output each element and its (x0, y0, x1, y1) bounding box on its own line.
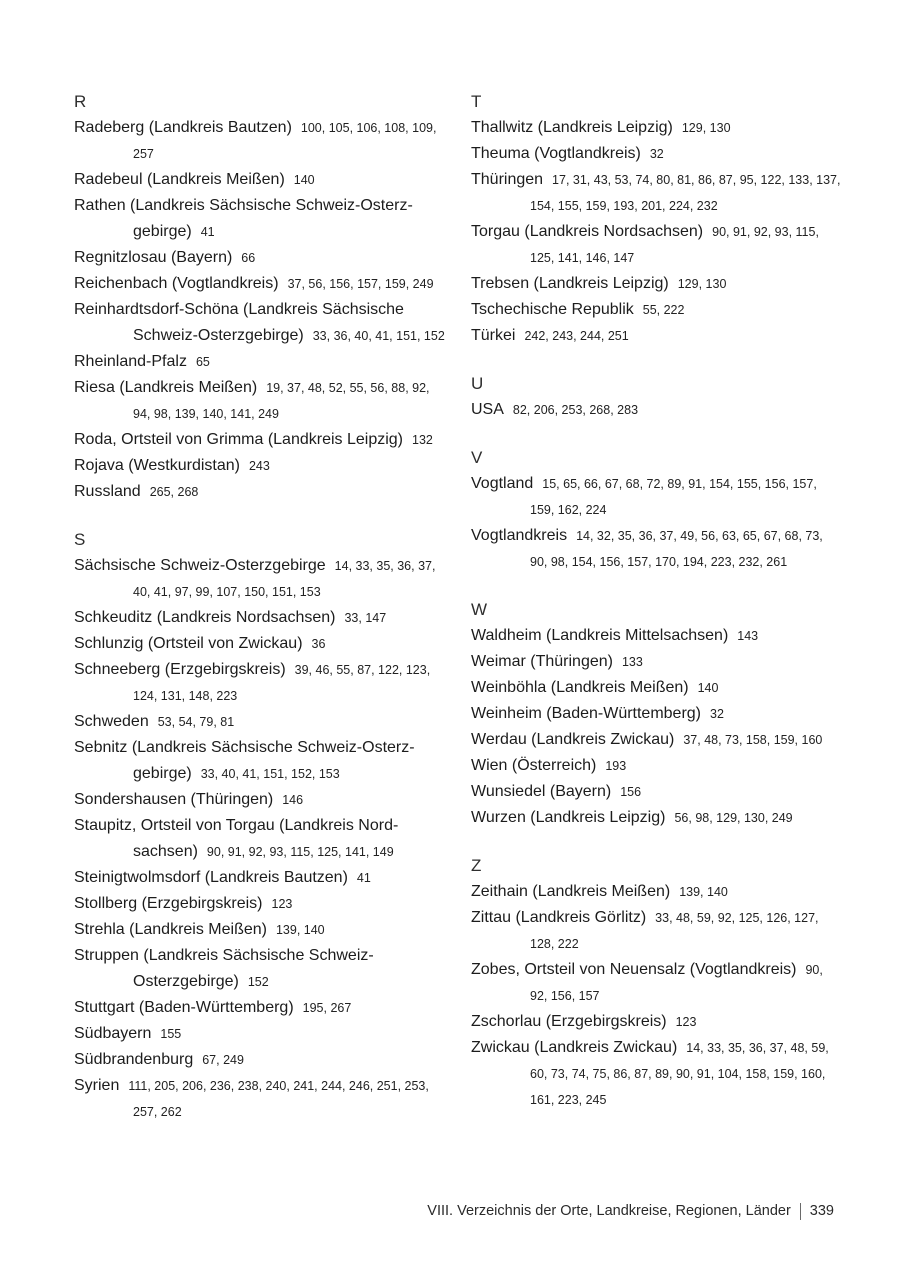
entry-term: Strehla (Landkreis Meißen) (74, 921, 267, 938)
entry-pages: 195, 267 (302, 1001, 352, 1015)
entry-pages: 37, 48, 73, 158, 159, 160 (683, 733, 823, 747)
entry-pages: 140 (293, 173, 315, 187)
index-entry (74, 115, 445, 167)
entry-pages: 55, 222 (642, 303, 685, 317)
index-entry (471, 879, 842, 905)
index-entry (471, 271, 842, 297)
index-entry (74, 349, 445, 375)
entry-term: Zeithain (Landkreis Meißen) (471, 883, 671, 900)
entry-pages: 32 (649, 147, 664, 161)
index-section-U (471, 370, 842, 423)
index-entry (471, 675, 842, 701)
section-letter: Z (471, 856, 482, 875)
section-letter: S (74, 530, 86, 549)
index-entry (471, 905, 842, 957)
entry-pages: 242, 243, 244, 251 (524, 329, 629, 343)
entry-pages: 32 (710, 707, 724, 721)
entry-pages: 37, 56, 156, 157, 159, 249 (287, 277, 434, 291)
entry-pages: 193 (605, 759, 627, 773)
entry-term: Zobes, Ortsteil von Neuensalz (Vogtlandkreis) (471, 961, 797, 978)
index-entry (471, 779, 842, 805)
entry-pages: 41 (200, 225, 215, 239)
entry-pages: 129, 130 (677, 277, 727, 291)
index-entry (471, 623, 842, 649)
index-section-W (471, 596, 842, 831)
index-entry (74, 479, 445, 505)
index-entry (471, 297, 842, 323)
entry-pages: 41 (356, 871, 371, 885)
entry-pages: 100, 105, 106, 108, 109, 257 (133, 121, 437, 161)
entry-term: Sondershausen (Thüringen) (74, 791, 274, 808)
entry-term: Zwickau (Landkreis Zwickau) (471, 1039, 678, 1056)
section-letter: U (471, 374, 484, 393)
section-letter: V (471, 448, 483, 467)
entry-term: Weimar (Thüringen) (471, 653, 613, 670)
entry-term: Sächsische Schweiz-Osterzgebirge (74, 557, 326, 574)
footer-page-number: 339 (809, 1203, 834, 1219)
index-entry (471, 805, 842, 831)
entry-pages: 155 (160, 1027, 182, 1041)
entry-term: Steinigtwolmsdorf (Landkreis Bautzen) (74, 869, 348, 886)
index-entry (471, 1009, 842, 1035)
entry-term: Sebnitz (Landkreis Sächsische Schweiz-Osterzgebirge) (74, 739, 415, 782)
entry-pages: 33, 48, 59, 92, 125, 126, 127, 128, 222 (530, 911, 819, 951)
index-entry (74, 193, 445, 245)
index-entry (471, 523, 842, 575)
entry-pages: 19, 37, 48, 52, 55, 56, 88, 92, 94, 98, 139, 140, 141, 249 (133, 381, 430, 421)
entry-term: Wurzen (Landkreis Leipzig) (471, 809, 666, 826)
entry-term: Wunsiedel (Bayern) (471, 783, 612, 800)
entry-pages: 140 (697, 681, 719, 695)
entry-pages: 17, 31, 43, 53, 74, 80, 81, 86, 87, 95, 122, 133, 137, 154, 155, 159, 193, 201, 224, 232 (530, 173, 841, 213)
entry-pages: 139, 140 (679, 885, 728, 899)
entry-pages: 133 (621, 655, 643, 669)
index-entry (74, 1073, 445, 1125)
entry-pages: 14, 33, 35, 36, 37, 48, 59, 60, 73, 74, 75, 86, 87, 89, 90, 91, 104, 158, 159, 160, 161, 223, 245 (530, 1041, 829, 1107)
entry-pages: 90, 91, 92, 93, 115, 125, 141, 149 (206, 845, 394, 859)
entry-pages: 66 (241, 251, 256, 265)
index-entry (471, 219, 842, 271)
entry-term: Roda, Ortsteil von Grimma (Landkreis Leipzig) (74, 431, 404, 448)
entry-term: Vogtlandkreis (471, 527, 568, 544)
entry-term: Südbayern (74, 1025, 152, 1042)
index-entry (74, 271, 445, 297)
entry-pages: 56, 98, 129, 130, 249 (674, 811, 793, 825)
entry-term: Theuma (Vogtlandkreis) (471, 145, 641, 162)
entry-term: Schweden (74, 713, 149, 730)
entry-pages: 123 (271, 897, 293, 911)
index-entry (74, 891, 445, 917)
entry-pages: 139, 140 (275, 923, 325, 937)
entry-pages: 82, 206, 253, 268, 283 (512, 403, 639, 417)
entry-term: Schneeberg (Erzgebirgskreis) (74, 661, 286, 678)
index-columns (74, 88, 842, 1146)
entry-term: Thallwitz (Landkreis Leipzig) (471, 119, 673, 136)
index-entry (74, 657, 445, 709)
footer-divider (800, 1203, 801, 1220)
entry-pages: 143 (737, 629, 759, 643)
entry-term: Thüringen (471, 171, 544, 188)
entry-pages: 36 (311, 637, 326, 651)
index-entry (74, 943, 445, 995)
entry-term: Reichenbach (Vogtlandkreis) (74, 275, 279, 292)
index-entry (471, 701, 842, 727)
entry-pages: 14, 33, 35, 36, 37, 40, 41, 97, 99, 107, 150, 151, 153 (133, 559, 436, 599)
index-entry (74, 1021, 445, 1047)
section-letter: W (471, 600, 488, 619)
entry-term: Wien (Österreich) (471, 757, 597, 774)
index-section-Z (471, 852, 842, 1113)
entry-term: Zschorlau (Erzgebirgskreis) (471, 1013, 667, 1030)
section-letter: R (74, 92, 87, 111)
entry-term: Vogtland (471, 475, 534, 492)
index-entry (74, 297, 445, 349)
entry-term: Radebeul (Landkreis Meißen) (74, 171, 285, 188)
entry-term: Reinhardtsdorf-Schöna (Landkreis Sächsische Schweiz-Osterzgebirge) (74, 301, 404, 344)
index-entry (471, 753, 842, 779)
index-section-V (471, 444, 842, 575)
index-entry (471, 167, 842, 219)
entry-pages: 90, 91, 92, 93, 115, 125, 141, 146, 147 (530, 225, 819, 265)
index-section-R (74, 88, 445, 505)
index-entry (471, 1035, 842, 1113)
entry-term: Struppen (Landkreis Sächsische Schweiz-Osterzgebirge) (74, 947, 374, 990)
entry-term: Weinböhla (Landkreis Meißen) (471, 679, 689, 696)
entry-term: Rathen (Landkreis Sächsische Schweiz-Osterzgebirge) (74, 197, 413, 240)
index-entry (74, 865, 445, 891)
entry-term: Rojava (Westkurdistan) (74, 457, 240, 474)
entry-pages: 39, 46, 55, 87, 122, 123, 124, 131, 148, 223 (133, 663, 431, 703)
entry-term: Torgau (Landkreis Nordsachsen) (471, 223, 704, 240)
index-entry (74, 813, 445, 865)
index-entry (74, 995, 445, 1021)
index-entry (74, 553, 445, 605)
entry-term: Regnitzlosau (Bayern) (74, 249, 233, 266)
entry-term: Schlunzig (Ortsteil von Zwickau) (74, 635, 303, 652)
column-left (74, 88, 445, 1146)
entry-term: Weinheim (Baden-Württemberg) (471, 705, 702, 722)
entry-pages: 156 (620, 785, 642, 799)
index-section-T (471, 88, 842, 349)
entry-term: Trebsen (Landkreis Leipzig) (471, 275, 669, 292)
entry-pages: 67, 249 (202, 1053, 244, 1067)
entry-term: Russland (74, 483, 141, 500)
page-footer (427, 1200, 834, 1222)
index-entry (74, 735, 445, 787)
index-entry (471, 141, 842, 167)
entry-pages: 123 (675, 1015, 697, 1029)
index-entry (74, 375, 445, 427)
index-entry (471, 727, 842, 753)
footer-label: VIII. Verzeichnis der Orte, Landkreise, Regionen, Länder (427, 1203, 791, 1219)
entry-term: Schkeuditz (Landkreis Nordsachsen) (74, 609, 336, 626)
entry-term: Radeberg (Landkreis Bautzen) (74, 119, 292, 136)
entry-pages: 152 (247, 975, 269, 989)
entry-pages: 146 (282, 793, 304, 807)
index-entry (74, 917, 445, 943)
index-entry (471, 115, 842, 141)
entry-term: Zittau (Landkreis Görlitz) (471, 909, 647, 926)
index-entry (74, 245, 445, 271)
entry-term: Werdau (Landkreis Zwickau) (471, 731, 675, 748)
entry-pages: 33, 147 (344, 611, 387, 625)
index-entry (471, 649, 842, 675)
entry-pages: 33, 40, 41, 151, 152, 153 (200, 767, 340, 781)
index-entry (74, 709, 445, 735)
index-entry (74, 787, 445, 813)
section-letter: T (471, 92, 482, 111)
index-entry (471, 471, 842, 523)
index-entry (74, 167, 445, 193)
entry-term: Staupitz, Ortsteil von Torgau (Landkreis Nordsachsen) (74, 817, 399, 860)
entry-term: Rheinland-Pfalz (74, 353, 187, 370)
entry-term: Stuttgart (Baden-Württemberg) (74, 999, 294, 1016)
index-entry (471, 397, 842, 423)
entry-pages: 111, 205, 206, 236, 238, 240, 241, 244, 246, 251, 253, 257, 262 (128, 1079, 429, 1119)
entry-term: Riesa (Landkreis Meißen) (74, 379, 258, 396)
index-entry (74, 605, 445, 631)
index-entry (74, 427, 445, 453)
entry-term: Stollberg (Erzgebirgskreis) (74, 895, 263, 912)
entry-term: Tschechische Republik (471, 301, 634, 318)
entry-term: Südbrandenburg (74, 1051, 194, 1068)
index-entry (74, 631, 445, 657)
index-entry (471, 957, 842, 1009)
entry-pages: 65 (195, 355, 210, 369)
entry-pages: 129, 130 (681, 121, 731, 135)
entry-pages: 90, 92, 156, 157 (530, 963, 823, 1003)
entry-pages: 265, 268 (149, 485, 199, 499)
index-entry (74, 453, 445, 479)
entry-pages: 53, 54, 79, 81 (157, 715, 235, 729)
index-section-S (74, 526, 445, 1125)
entry-pages: 33, 36, 40, 41, 151, 152 (312, 329, 445, 343)
index-entry (471, 323, 842, 349)
entry-term: Türkei (471, 327, 516, 344)
entry-pages: 243 (248, 459, 270, 473)
entry-term: Waldheim (Landkreis Mittelsachsen) (471, 627, 729, 644)
index-entry (74, 1047, 445, 1073)
entry-term: USA (471, 401, 504, 418)
entry-pages: 14, 32, 35, 36, 37, 49, 56, 63, 65, 67, 68, 73, 90, 98, 154, 156, 157, 170, 194, 223, 232, 261 (530, 529, 823, 569)
column-right (471, 88, 842, 1134)
entry-pages: 15, 65, 66, 67, 68, 72, 89, 91, 154, 155, 156, 157, 159, 162, 224 (530, 477, 817, 517)
entry-pages: 132 (412, 433, 433, 447)
entry-term: Syrien (74, 1077, 120, 1094)
